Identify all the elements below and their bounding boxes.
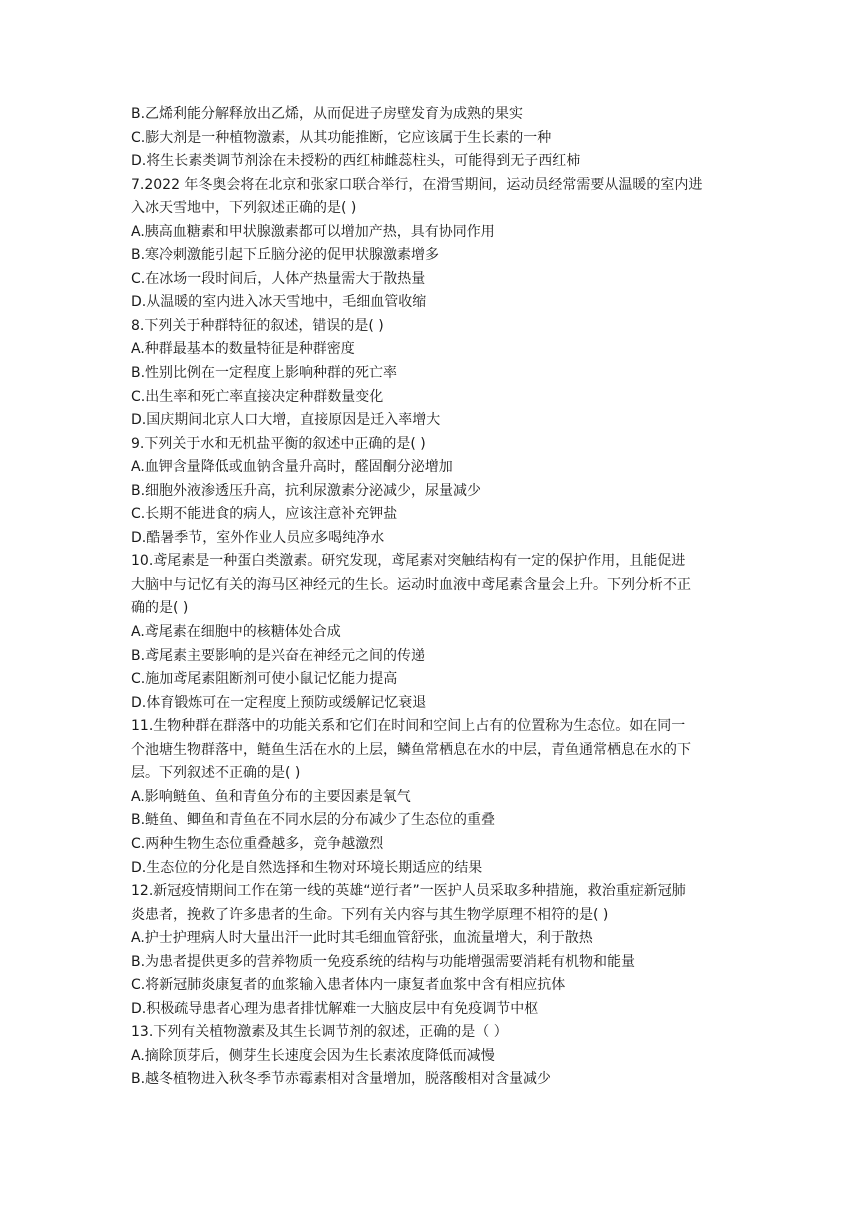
- text-line: 层。下列叙述不正确的是( ): [131, 765, 301, 782]
- text-line: C.将新冠肺炎康复者的血浆输入患者体内一康复者血浆中含有相应抗体: [131, 977, 566, 994]
- text-line: B.性别比例在一定程度上影响种群的死亡率: [131, 365, 398, 382]
- text-line: D.从温暖的室内进入冰天雪地中，毛细血管收缩: [131, 294, 427, 311]
- text-line: B.鸢尾素主要影响的是兴奋在神经元之间的传递: [131, 647, 426, 664]
- text-line: A.血钾含量降低或血钠含量升高时，醛固酮分泌增加: [131, 459, 453, 476]
- text-line: A.影响鲢鱼、鱼和青鱼分布的主要因素是氧气: [131, 788, 411, 805]
- text-line: 8.下列关于种群特征的叙述，错误的是( ): [131, 317, 384, 334]
- text-line: B.寒冷刺激能引起下丘脑分泌的促甲状腺激素增多: [131, 247, 440, 264]
- text-line: B.为患者提供更多的营养物质一免疫系统的结构与功能增强需要消耗有机物和能量: [131, 953, 636, 970]
- text-line: 11.生物种群在群落中的功能关系和它们在时间和空间上占有的位置称为生态位。如在同一: [131, 718, 686, 735]
- text-line: A.摘除顶芽后，侧芽生长速度会因为生长素浓度降低而减慢: [131, 1047, 495, 1064]
- text-line: 10.鸢尾素是一种蛋白类激素。研究发现，鸢尾素对突触结构有一定的保护作用，且能促进: [131, 553, 686, 570]
- text-line: D.生态位的分化是自然选择和生物对环境长期适应的结果: [131, 859, 483, 876]
- text-line: 大脑中与记忆有关的海马区神经元的生长。运动时血液中鸢尾素含量会上升。下列分析不正: [131, 576, 691, 593]
- text-line: C.两种生物生态位重叠越多，竞争越激烈: [131, 835, 384, 852]
- document-page: [131, 103, 731, 1092]
- text-line: 炎患者，挽救了许多患者的生命。下列有关内容与其生物学原理不相符的是( ): [131, 906, 609, 923]
- text-line: C.长期不能进食的病人，应该注意补充钾盐: [131, 506, 398, 523]
- text-line: B.越冬植物进入秋冬季节赤霉素相对含量增加，脱落酸相对含量减少: [131, 1071, 552, 1088]
- text-line: A.鸢尾素在细胞中的核糖体处合成: [131, 624, 341, 641]
- text-line: D.酷暑季节，室外作业人员应多喝纯净水: [131, 529, 385, 546]
- text-line: B.鲢鱼、鲫鱼和青鱼在不同水层的分布减少了生态位的重叠: [131, 812, 496, 829]
- text-line: 个池塘生物群落中，鲢鱼生活在水的上层，鳞鱼常栖息在水的中层，青鱼通常栖息在水的下: [131, 741, 691, 758]
- text-line: 9.下列关于水和无机盐平衡的叙述中正确的是( ): [131, 435, 426, 452]
- text-line: C.施加鸢尾素阻断剂可使小鼠记忆能力提高: [131, 671, 398, 688]
- text-line: B.细胞外液渗透压升高，抗利尿激素分泌减少，尿量减少: [131, 482, 482, 499]
- text-line: 12.新冠疫情期间工作在第一线的英雄“逆行者”一医护人员采取多种措施，救治重症新冠肺: [131, 883, 686, 900]
- text-line: A.种群最基本的数量特征是种群密度: [131, 341, 355, 358]
- text-line: D.国庆期间北京人口大增，直接原因是迁入率增大: [131, 412, 441, 429]
- text-line: D.体育锻炼可在一定程度上预防或缓解记忆衰退: [131, 694, 427, 711]
- text-line: A.胰高血糖素和甲状腺激素都可以增加产热，具有协同作用: [131, 223, 495, 240]
- text-line: B.乙烯利能分解释放出乙烯，从而促进子房壁发育为成熟的果实: [131, 106, 524, 122]
- text-line: C.在冰场一段时间后，人体产热量需大于散热量: [131, 270, 426, 287]
- text-line: D.积极疏导患者心理为患者排忧解难一大脑皮层中有免疫调节中枢: [131, 1000, 539, 1017]
- text-line: 13.下列有关植物激素及其生长调节剂的叙述，正确的是（ ）: [131, 1024, 508, 1041]
- text-line: C.膨大剂是一种植物激素，从其功能推断，它应该属于生长素的一种: [131, 129, 552, 146]
- text-line: 入冰天雪地中，下列叙述正确的是( ): [131, 200, 357, 217]
- text-line: D.将生长素类调节剂涂在未授粉的西红柿雌蕊柱头，可能得到无子西红柿: [131, 153, 581, 170]
- text-line: A.护士护理病人时大量出汗一此时其毛细血管舒张，血流量增大，利于散热: [131, 930, 593, 947]
- text-line: C.出生率和死亡率直接决定种群数量变化: [131, 388, 384, 405]
- text-line: 确的是( ): [131, 600, 189, 617]
- text-line: 7.2022 年冬奥会将在北京和张家口联合举行，在滑雪期间，运动员经常需要从温暖的室内进: [131, 176, 703, 193]
